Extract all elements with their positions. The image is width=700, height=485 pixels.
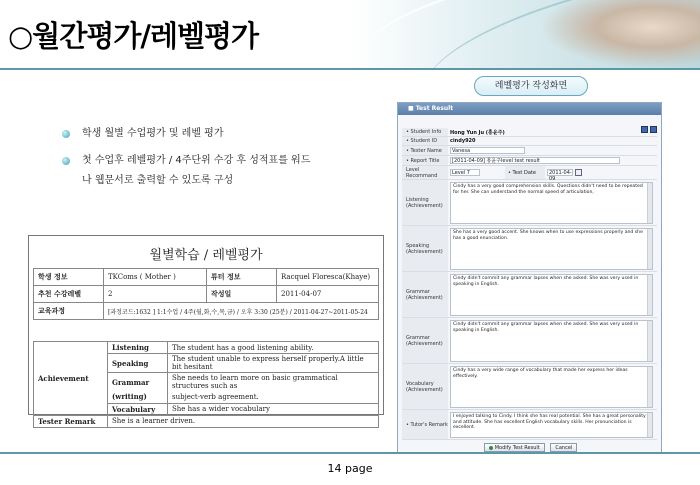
- skill-label: Speaking: [108, 354, 168, 373]
- scrollbar[interactable]: [647, 321, 652, 361]
- skill-note: She has a wider vocabulary: [168, 403, 379, 415]
- speaking-section: [402, 226, 657, 272]
- scrollbar[interactable]: [647, 413, 652, 437]
- section-label: Speaking (Achievement): [402, 226, 448, 271]
- table-row: [34, 269, 379, 286]
- bullet-dot-icon: [62, 157, 70, 165]
- speaking-textarea[interactable]: [450, 228, 653, 270]
- table-row: [34, 286, 379, 303]
- tutor-remark-section: [402, 410, 657, 440]
- student-id-row: [402, 137, 657, 146]
- field-label: • Tester Name: [402, 146, 448, 155]
- bullet-text: 나 웹문서로 출력할 수 있도록 구성: [82, 175, 234, 186]
- grammar-textarea-2[interactable]: [450, 320, 653, 362]
- panel-buttons: [398, 443, 663, 452]
- table-row: [34, 415, 379, 427]
- screen-caption-badge: 레벨평가 작성화면: [474, 76, 588, 96]
- student-id-value: cindy920: [450, 138, 476, 144]
- level-select[interactable]: Level 7: [450, 169, 480, 176]
- modify-test-result-button[interactable]: [484, 443, 545, 452]
- vocabulary-textarea[interactable]: [450, 366, 653, 408]
- page-title: ○월간평가/레벨평가: [8, 19, 259, 53]
- achievement-table: [33, 341, 379, 428]
- scrollbar[interactable]: [647, 183, 652, 223]
- scrollbar[interactable]: [647, 367, 652, 407]
- check-icon: [489, 446, 493, 450]
- header-banner: [0, 0, 700, 68]
- bullet-item: [62, 124, 362, 144]
- test-date-label: • Test Date: [505, 166, 545, 179]
- report-title: 월별학습 / 레벨평가: [149, 248, 263, 263]
- achievement-label: Achievement: [34, 342, 108, 416]
- monthly-report: [28, 235, 384, 426]
- section-label: Vocabulary (Achievement): [402, 364, 448, 409]
- skill-label: Grammar: [108, 373, 168, 392]
- skill-label: (writing): [108, 391, 168, 403]
- textarea-content: Cindy has a very wide range of vocabulary that made her express her ideas effectively.: [453, 368, 628, 379]
- skill-note: The student has a good listening ability.: [168, 342, 379, 354]
- scrollbar[interactable]: [647, 229, 652, 269]
- skill-note: subject-verb agreement.: [168, 391, 379, 403]
- course-value: [과정코드:1632 ] 1:1수업 / 4주(월,화,수,목,금) / 오후 3:30 (25분) / 2011-04-27~2011-05-24: [104, 303, 379, 320]
- grammar-section-2: [402, 318, 657, 364]
- bullet-list: [62, 124, 362, 198]
- skill-label: Vocabulary: [108, 403, 168, 415]
- panel-title: ■ Test Result: [398, 103, 661, 115]
- button-label: Cancel: [555, 445, 573, 451]
- textarea-content: Cindy didn't commit any grammar lapses when she asked. She was very used in speaking in English.: [453, 276, 639, 287]
- listening-textarea[interactable]: [450, 182, 653, 224]
- course-label: 교육과정: [34, 303, 104, 320]
- calendar-icon[interactable]: [575, 169, 582, 176]
- header-photo: [540, 0, 700, 68]
- textarea-content: She has a very good accent. She knows when to use expressions properly and she has a good enunciation.: [453, 230, 643, 241]
- cancel-button[interactable]: [550, 443, 577, 452]
- test-result-panel: [397, 102, 662, 454]
- section-label: • Tutor's Remark: [402, 410, 448, 439]
- report-title-row: [402, 156, 657, 166]
- table-row: [34, 342, 379, 354]
- skill-note: The student unable to express herself properly.A little bit hesitant: [168, 354, 379, 373]
- section-label: Grammar (Achievement): [402, 272, 448, 317]
- tutor-remark-textarea[interactable]: [450, 412, 653, 438]
- student-info-value: TKComs ( Mother ): [104, 269, 207, 286]
- textarea-content: I enjoyed talking to Cindy. I think she has real potential. She has a great personality and attitude. She has excellent English vocabulary skills. Her pronunciation is excellent.: [453, 414, 646, 430]
- student-info-row: [402, 128, 657, 137]
- page-number: 14 page: [327, 462, 373, 475]
- student-info-label: 학생 정보: [34, 269, 104, 286]
- field-label: • Student Info: [402, 128, 448, 136]
- skill-note: She needs to learn more on basic grammatical structures such as: [168, 373, 379, 392]
- textarea-content: Cindy didn't commit any grammar lapses when she asked. She was very used in speaking in English.: [453, 322, 639, 333]
- table-row: [34, 303, 379, 320]
- section-label: Grammar (Achievement): [402, 318, 448, 363]
- section-label: Listening (Achievement): [402, 180, 448, 225]
- grammar-section: [402, 272, 657, 318]
- level-label: 추천 수강레벨: [34, 286, 104, 303]
- vocabulary-section: [402, 364, 657, 410]
- listening-section: [402, 180, 657, 226]
- remark-label: Tester Remark: [34, 415, 108, 427]
- field-label: • Report Title: [402, 156, 448, 165]
- button-label: Modify Test Result: [494, 445, 540, 451]
- report-info-table: [33, 268, 379, 320]
- scrollbar[interactable]: [647, 275, 652, 315]
- header-divider: [0, 68, 700, 70]
- date-label: 작성일: [207, 286, 277, 303]
- level-value: 2: [104, 286, 207, 303]
- tester-name-row: [402, 146, 657, 156]
- field-label: • Student ID: [402, 137, 448, 145]
- grammar-textarea[interactable]: [450, 274, 653, 316]
- date-value: 2011-04-07: [277, 286, 379, 303]
- tutor-info-value: Racquel Floresca(Khaye): [277, 269, 379, 286]
- tester-name-input[interactable]: Vanesa: [450, 147, 525, 154]
- tutor-info-label: 튜터 정보: [207, 269, 277, 286]
- level-row: [402, 166, 657, 180]
- bullet-text: 학생 월별 수업평가 및 레벨 평가: [82, 128, 224, 139]
- student-info-value: Hong Yun Ju (홍윤주): [450, 130, 505, 136]
- bullet-item-continued: [62, 171, 362, 191]
- field-label: Level Recommand: [402, 166, 448, 179]
- remark-value: She is a learner driven.: [108, 415, 379, 427]
- skill-label: Listening: [108, 342, 168, 354]
- test-date-input[interactable]: 2011-04-09: [549, 170, 572, 182]
- bullet-dot-icon: [62, 130, 70, 138]
- textarea-content: Cindy has a very good comprehension skills. Questions didn't need to be repeated for her. She can understand the normal speed of articulation,: [453, 184, 643, 195]
- report-title-input[interactable]: [2011-04-09] 홍윤주level test result: [450, 157, 620, 164]
- bullet-item: [62, 151, 362, 171]
- footer-divider: [0, 452, 700, 454]
- bullet-text: 첫 수업후 레벨평가 / 4주단위 수강 후 성적표를 워드: [82, 155, 311, 166]
